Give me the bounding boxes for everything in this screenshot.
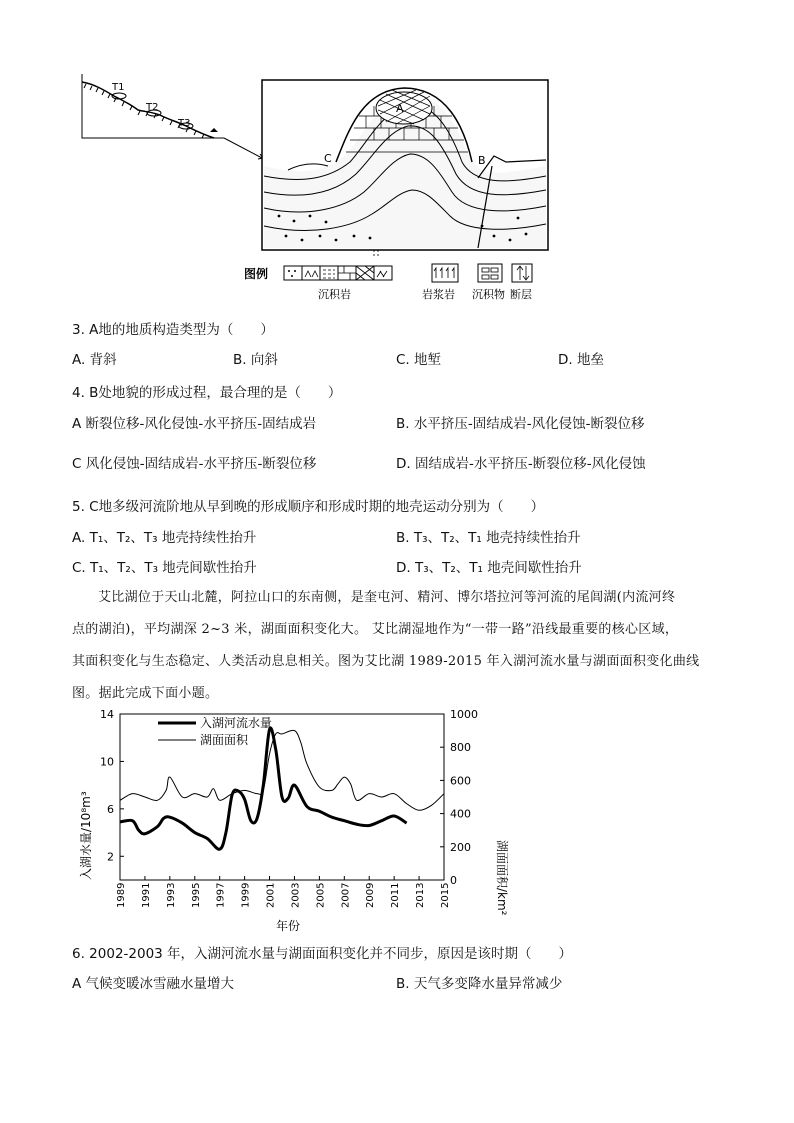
x-tick-label: 2003 xyxy=(290,882,302,908)
x-tick-label: 2001 xyxy=(265,882,277,908)
terrace-label-t3: T3 xyxy=(178,118,191,129)
legend-sediment: 沉积物 xyxy=(472,288,505,301)
x-tick-label: 1995 xyxy=(190,882,202,908)
chart-legend xyxy=(158,715,272,747)
x-tick-label: 2007 xyxy=(340,882,352,908)
terrace-inset xyxy=(82,74,263,159)
point-label-b: B xyxy=(478,154,486,167)
q4-option-a[interactable]: A 断裂位移-风化侵蚀-水平挤压-固结成岩 xyxy=(72,416,317,432)
x-axis-label: 年份 xyxy=(276,919,301,933)
y-left-tick-label: 10 xyxy=(100,755,114,769)
cross-section xyxy=(262,80,548,258)
legend xyxy=(244,264,532,301)
legend-title: 图例 xyxy=(244,267,269,281)
point-label-c: C xyxy=(324,152,332,165)
y-right-tick-label: 200 xyxy=(450,840,471,854)
q4-stem: 4. B处地貌的形成过程，最合理的是（ ） xyxy=(72,385,342,401)
q5-option-c[interactable]: C. T₁、T₂、T₃ 地壳间歇性抬升 xyxy=(72,560,257,576)
y-right-label: 湖面面积/km² xyxy=(495,840,509,916)
q3-option-c[interactable]: C. 地堑 xyxy=(396,352,442,368)
x-tick-label: 1993 xyxy=(165,882,177,908)
inflow-line xyxy=(120,728,407,849)
x-tick-label: 2015 xyxy=(440,882,451,908)
y-left-tick-label: 6 xyxy=(107,802,114,816)
lake-chart xyxy=(60,700,509,940)
x-tick-label: 2011 xyxy=(390,882,402,908)
x-tick-label: 2013 xyxy=(415,882,427,908)
q6-option-a[interactable]: A 气候变暖冰雪融水量增大 xyxy=(72,976,235,992)
y-left-tick-label: 14 xyxy=(100,708,114,721)
passage-line-1: 艾比湖位于天山北麓，阿拉山口的东南侧，是奎屯河、精河、博尔塔拉河等河流的尾闾湖(内流河终 xyxy=(98,590,676,605)
legend-inflow: 入湖河流水量 xyxy=(200,716,273,730)
passage xyxy=(72,582,728,710)
q6-stem: 6. 2002-2003 年，入湖河流水量与湖面面积变化并不同步，原因是该时期（ ） xyxy=(72,946,573,962)
passage-line-4: 图。据此完成下面小题。 xyxy=(72,686,219,701)
x-tick-label: 1999 xyxy=(240,882,252,908)
passage-line-3: 其面积变化与生态稳定、人类活动息息相关。图为艾比湖 1989-2015 年入湖河流水量与湖面面积变化曲线 xyxy=(72,654,700,669)
q5-option-d[interactable]: D. T₃、T₂、T₁ 地壳间歇性抬升 xyxy=(396,560,582,576)
x-tick-label: 1989 xyxy=(116,882,127,908)
terrace-label-t2: T2 xyxy=(146,102,159,113)
q5-stem: 5. C地多级河流阶地从早到晚的形成顺序和形成时期的地壳运动分别为（ ） xyxy=(72,499,545,515)
y-left-label: 入湖水量/10⁸m³ xyxy=(79,791,93,880)
y-right-tick-label: 800 xyxy=(450,741,471,755)
x-tick-label: 2009 xyxy=(365,882,377,908)
terrace-label-t1: T1 xyxy=(112,82,125,93)
q3-option-d[interactable]: D. 地垒 xyxy=(558,352,604,368)
y-left-tick-label: 2 xyxy=(107,850,114,864)
y-right-tick-label: 600 xyxy=(450,774,471,788)
q5-option-b[interactable]: B. T₃、T₂、T₁ 地壳持续性抬升 xyxy=(396,530,581,546)
q4-option-c[interactable]: C 风化侵蚀-固结成岩-水平挤压-断裂位移 xyxy=(72,456,317,472)
y-right-tick-label: 1000 xyxy=(450,708,478,721)
legend-area: 湖面面积 xyxy=(200,733,249,747)
q3-option-b[interactable]: B. 向斜 xyxy=(233,352,278,368)
y-right-tick-label: 400 xyxy=(450,807,471,821)
x-tick-label: 1997 xyxy=(215,882,227,908)
q6-option-b[interactable]: B. 天气多变降水量异常减少 xyxy=(396,976,563,992)
point-label-a: A xyxy=(396,102,404,115)
geology-figure xyxy=(74,66,554,306)
x-tick-label: 1991 xyxy=(140,882,152,908)
q5-option-a[interactable]: A. T₁、T₂、T₃ 地壳持续性抬升 xyxy=(72,530,257,546)
q3-stem: 3. A地的地质构造类型为（ ） xyxy=(72,322,274,338)
q4-option-d[interactable]: D. 固结成岩-水平挤压-断裂位移-风化侵蚀 xyxy=(396,456,646,472)
legend-sedimentary: 沉积岩 xyxy=(318,288,351,301)
x-tick-label: 2005 xyxy=(315,882,327,908)
passage-line-2: 点的湖泊)，平均湖深 2~3 米，湖面面积变化大。 艾比湖湿地作为“一带一路”沿线最重要的核心区域， xyxy=(72,622,679,637)
y-right-tick-label: 0 xyxy=(450,874,457,887)
q4-option-b[interactable]: B. 水平挤压-固结成岩-风化侵蚀-断裂位移 xyxy=(396,416,645,432)
legend-igneous: 岩浆岩 xyxy=(422,288,455,301)
legend-fault: 断层 xyxy=(510,288,532,301)
q3-option-a[interactable]: A. 背斜 xyxy=(72,352,117,368)
